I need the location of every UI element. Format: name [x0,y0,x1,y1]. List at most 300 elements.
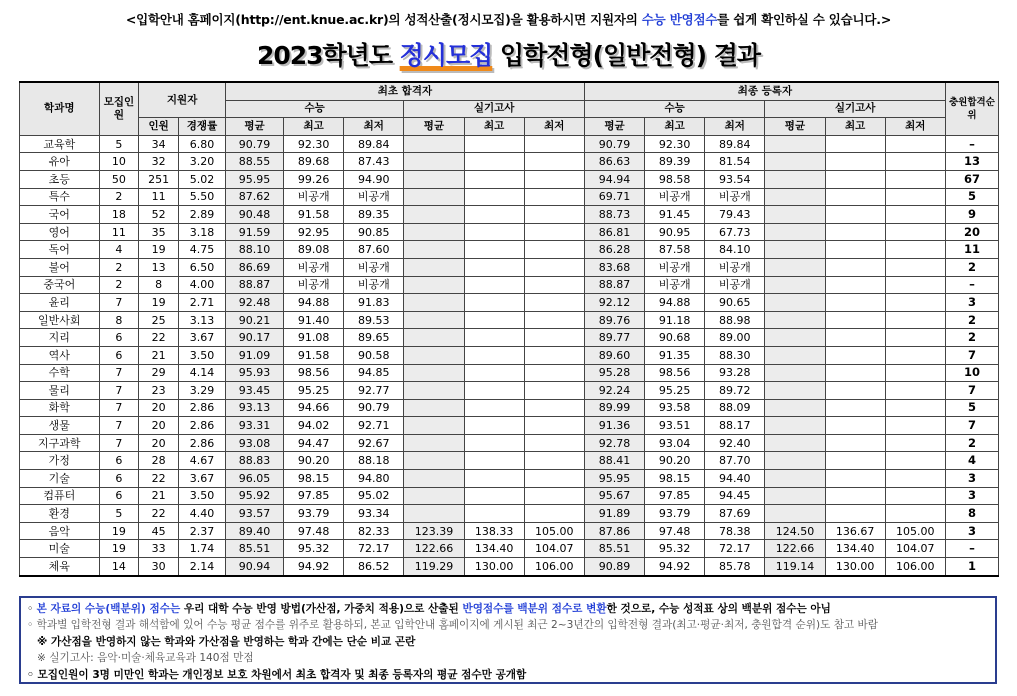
cell-fp-avg [765,434,825,452]
cell-f-min: 93.54 [705,170,765,188]
cell-ip-avg [404,258,464,276]
cell-f-max: 97.85 [645,487,705,505]
cell-fp-avg [765,487,825,505]
cell-fp-min [885,434,945,452]
cell-i-max: 95.25 [284,382,344,400]
cell-ip-min [524,206,584,224]
table-row [20,346,999,364]
header-i-min: 최저 [344,118,404,136]
cell-ratio: 2.89 [179,206,226,224]
cell-rank: 1 [945,558,998,576]
cell-ip-min [524,311,584,329]
cell-i-max: 90.20 [284,452,344,470]
cell-count: 22 [139,505,179,523]
cell-i-max: 94.88 [284,294,344,312]
cell-count: 20 [139,399,179,417]
cell-ip-min: 105.00 [524,522,584,540]
cell-f-avg: 87.86 [584,522,644,540]
notice-banner [0,10,1017,28]
cell-ratio: 3.67 [179,329,226,347]
cell-ratio: 5.02 [179,170,226,188]
cell-fp-avg: 119.14 [765,558,825,576]
table-row [20,223,999,241]
cell-fp-max [825,382,885,400]
cell-count: 21 [139,487,179,505]
cell-f-avg: 95.28 [584,364,644,382]
cell-f-avg: 86.63 [584,153,644,171]
cell-ratio: 3.18 [179,223,226,241]
cell-f-min: 67.73 [705,223,765,241]
cell-quota: 14 [99,558,139,576]
cell-ip-min [524,170,584,188]
note-line-4: ※ 실기고사: 음악·미술·체육교육과 140점 만점 [37,652,254,665]
cell-ip-max: 138.33 [464,522,524,540]
cell-i-avg: 93.13 [225,399,283,417]
cell-fp-min [885,329,945,347]
cell-fp-max [825,241,885,259]
cell-rank: 7 [945,382,998,400]
cell-f-max: 87.58 [645,241,705,259]
table-row [20,487,999,505]
cell-quota: 2 [99,188,139,206]
cell-fp-min [885,346,945,364]
cell-f-min: 72.17 [705,540,765,558]
cell-rank: 3 [945,522,998,540]
cell-ratio: 6.80 [179,135,226,153]
cell-f-max: 98.15 [645,470,705,488]
cell-ratio: 4.40 [179,505,226,523]
header-f-min: 최저 [705,118,765,136]
cell-i-avg: 92.48 [225,294,283,312]
cell-rank: 7 [945,417,998,435]
note-line-3: ※ 가산점을 반영하지 않는 학과와 가산점을 반영하는 학과 간에는 단순 비교 곤란 [37,635,416,648]
cell-fp-min [885,382,945,400]
cell-i-avg: 93.45 [225,382,283,400]
results-table [19,81,999,577]
note-1-text-a: 우리 대학 수능 반영 방법(가산점, 가중치 적용)으로 산출된 [180,603,463,615]
cell-f-min: 89.00 [705,329,765,347]
cell-i-min: 88.18 [344,452,404,470]
cell-fp-min [885,206,945,224]
cell-rank: 7 [945,346,998,364]
cell-i-min: 89.65 [344,329,404,347]
cell-fp-max [825,417,885,435]
table-row [20,452,999,470]
note-line-2: ◦ 학과별 입학전형 결과 해석함에 있어 수능 평균 점수를 위주로 활용하되, 본교 입학안내 홈페이지에 게시된 최근 2~3년간의 입학전형 결과(최고·평균·최저, 충원합격 순위)도 참고 바람 [27,619,879,632]
cell-f-max: 97.48 [645,522,705,540]
cell-f-max: 91.18 [645,311,705,329]
cell-fp-min [885,170,945,188]
cell-fp-min: 104.07 [885,540,945,558]
header-final-practical: 실기고사 [765,100,946,118]
table-row [20,276,999,294]
table-row [20,558,999,576]
header-dept: 학과명 [20,82,100,135]
cell-i-min: 94.85 [344,364,404,382]
cell-rank: 13 [945,153,998,171]
cell-f-avg: 92.12 [584,294,644,312]
cell-ratio: 2.14 [179,558,226,576]
header-f-max: 최고 [645,118,705,136]
cell-rank: 8 [945,505,998,523]
cell-quota: 5 [99,135,139,153]
cell-ip-min: 104.07 [524,540,584,558]
cell-count: 21 [139,346,179,364]
cell-ratio: 2.37 [179,522,226,540]
cell-rank: – [945,276,998,294]
cell-i-max: 91.40 [284,311,344,329]
header-ratio: 경쟁률 [179,118,226,136]
cell-fp-max [825,399,885,417]
cell-f-max: 89.39 [645,153,705,171]
cell-fp-avg [765,170,825,188]
table-row [20,153,999,171]
cell-fp-min [885,470,945,488]
cell-ratio: 2.86 [179,417,226,435]
cell-f-max: 98.56 [645,364,705,382]
cell-fp-min [885,223,945,241]
table-row [20,188,999,206]
cell-ip-min [524,346,584,364]
cell-count: 22 [139,329,179,347]
cell-dept: 음악 [20,522,100,540]
cell-ip-max [464,399,524,417]
cell-quota: 2 [99,276,139,294]
cell-f-min: 89.84 [705,135,765,153]
cell-f-avg: 88.41 [584,452,644,470]
cell-i-min: 90.58 [344,346,404,364]
cell-dept: 미술 [20,540,100,558]
cell-ip-avg [404,364,464,382]
cell-rank: 67 [945,170,998,188]
cell-i-min: 90.85 [344,223,404,241]
cell-fp-max [825,346,885,364]
header-i-max: 최고 [284,118,344,136]
cell-quota: 11 [99,223,139,241]
page-title [0,36,1017,72]
cell-ratio: 4.00 [179,276,226,294]
cell-dept: 환경 [20,505,100,523]
header-rank: 충원합격순위 [945,82,998,135]
cell-count: 52 [139,206,179,224]
cell-fp-avg [765,206,825,224]
cell-i-max: 98.56 [284,364,344,382]
cell-f-min: 79.43 [705,206,765,224]
cell-i-max: 97.85 [284,487,344,505]
cell-f-max: 93.58 [645,399,705,417]
cell-ratio: 4.67 [179,452,226,470]
cell-ip-max [464,487,524,505]
cell-fp-avg [765,399,825,417]
cell-quota: 19 [99,540,139,558]
cell-fp-max [825,470,885,488]
cell-dept: 독어 [20,241,100,259]
cell-ip-max [464,452,524,470]
cell-i-avg: 90.94 [225,558,283,576]
cell-count: 251 [139,170,179,188]
cell-count: 20 [139,417,179,435]
cell-quota: 7 [99,364,139,382]
cell-ip-max [464,294,524,312]
cell-i-max: 89.68 [284,153,344,171]
cell-i-max: 91.58 [284,206,344,224]
cell-quota: 6 [99,470,139,488]
cell-quota: 4 [99,241,139,259]
cell-dept: 불어 [20,258,100,276]
note-1-highlight-a: 본 자료의 수능(백분위) 점수는 [36,603,181,615]
cell-i-max: 비공개 [284,258,344,276]
cell-count: 23 [139,382,179,400]
cell-f-min: 88.98 [705,311,765,329]
cell-dept: 컴퓨터 [20,487,100,505]
cell-f-avg: 83.68 [584,258,644,276]
header-initial-practical: 실기고사 [404,100,585,118]
cell-ip-max [464,188,524,206]
table-row [20,294,999,312]
cell-i-avg: 91.09 [225,346,283,364]
cell-ip-avg [404,434,464,452]
cell-ip-min [524,487,584,505]
cell-rank: 9 [945,206,998,224]
cell-fp-max [825,452,885,470]
cell-i-avg: 89.40 [225,522,283,540]
cell-dept: 교육학 [20,135,100,153]
cell-f-avg: 69.71 [584,188,644,206]
cell-ratio: 2.86 [179,434,226,452]
cell-ip-max [464,505,524,523]
cell-i-avg: 90.21 [225,311,283,329]
cell-f-min: 78.38 [705,522,765,540]
cell-i-min: 87.60 [344,241,404,259]
cell-fp-max [825,364,885,382]
cell-count: 8 [139,276,179,294]
cell-ip-avg [404,276,464,294]
cell-dept: 역사 [20,346,100,364]
cell-dept: 영어 [20,223,100,241]
cell-fp-avg [765,311,825,329]
cell-i-min: 89.84 [344,135,404,153]
cell-rank: – [945,135,998,153]
cell-i-max: 98.15 [284,470,344,488]
cell-ratio: 5.50 [179,188,226,206]
cell-i-avg: 96.05 [225,470,283,488]
cell-fp-min [885,294,945,312]
cell-rank: 4 [945,452,998,470]
cell-fp-min [885,487,945,505]
cell-f-avg: 91.36 [584,417,644,435]
table-row [20,364,999,382]
cell-ip-avg [404,241,464,259]
cell-ip-min [524,505,584,523]
cell-fp-min [885,276,945,294]
table-row [20,258,999,276]
cell-f-min: 87.69 [705,505,765,523]
cell-i-min: 92.77 [344,382,404,400]
cell-count: 28 [139,452,179,470]
cell-rank: 2 [945,258,998,276]
cell-f-min: 94.45 [705,487,765,505]
cell-dept: 생물 [20,417,100,435]
cell-fp-avg [765,452,825,470]
cell-fp-max [825,258,885,276]
cell-ip-avg [404,153,464,171]
cell-fp-min [885,417,945,435]
header-ip-max: 최고 [464,118,524,136]
cell-fp-max [825,434,885,452]
table-row [20,540,999,558]
table-row [20,206,999,224]
cell-fp-max [825,487,885,505]
cell-ip-min [524,135,584,153]
cell-dept: 가정 [20,452,100,470]
note-line-1 [27,601,989,617]
cell-rank: 2 [945,311,998,329]
cell-ip-avg [404,452,464,470]
cell-f-min: 비공개 [705,188,765,206]
cell-ip-min [524,434,584,452]
cell-ip-min [524,276,584,294]
cell-f-max: 90.20 [645,452,705,470]
cell-i-min: 72.17 [344,540,404,558]
cell-ip-avg [404,329,464,347]
cell-quota: 2 [99,258,139,276]
cell-fp-avg [765,505,825,523]
table-row [20,170,999,188]
cell-fp-avg [765,382,825,400]
table-row [20,399,999,417]
notice-highlight: 수능 반영점수 [641,12,718,27]
header-count: 인원 [139,118,179,136]
cell-f-max: 비공개 [645,276,705,294]
cell-ip-avg [404,346,464,364]
cell-quota: 6 [99,452,139,470]
cell-count: 35 [139,223,179,241]
cell-count: 30 [139,558,179,576]
cell-i-max: 95.32 [284,540,344,558]
cell-fp-max [825,329,885,347]
cell-ip-max [464,241,524,259]
cell-fp-avg: 122.66 [765,540,825,558]
cell-fp-max: 134.40 [825,540,885,558]
header-final: 최종 등록자 [584,82,945,100]
cell-i-max: 94.66 [284,399,344,417]
cell-fp-max [825,206,885,224]
cell-f-max: 91.35 [645,346,705,364]
cell-i-max: 93.79 [284,505,344,523]
cell-count: 34 [139,135,179,153]
cell-rank: 5 [945,188,998,206]
cell-fp-min [885,153,945,171]
table-row [20,135,999,153]
cell-fp-avg [765,258,825,276]
cell-f-min: 85.78 [705,558,765,576]
cell-i-min: 92.71 [344,417,404,435]
title-highlight: 정시모집 [399,41,493,70]
cell-fp-avg [765,188,825,206]
table-row [20,241,999,259]
cell-ip-max [464,382,524,400]
cell-ratio: 3.13 [179,311,226,329]
cell-ip-max [464,329,524,347]
cell-f-max: 93.51 [645,417,705,435]
cell-ip-avg [404,505,464,523]
cell-ip-avg [404,399,464,417]
cell-dept: 수학 [20,364,100,382]
cell-rank: 3 [945,294,998,312]
cell-quota: 7 [99,417,139,435]
cell-f-avg: 92.24 [584,382,644,400]
cell-fp-avg [765,276,825,294]
cell-quota: 10 [99,153,139,171]
cell-i-min: 89.35 [344,206,404,224]
cell-f-avg: 88.73 [584,206,644,224]
cell-ip-min [524,364,584,382]
cell-ip-min [524,241,584,259]
cell-fp-min [885,188,945,206]
cell-f-min: 87.70 [705,452,765,470]
cell-quota: 50 [99,170,139,188]
cell-f-min: 88.30 [705,346,765,364]
cell-fp-max [825,505,885,523]
cell-i-min: 92.67 [344,434,404,452]
cell-ratio: 6.50 [179,258,226,276]
cell-f-avg: 89.76 [584,311,644,329]
cell-f-min: 94.40 [705,470,765,488]
cell-ip-max [464,135,524,153]
cell-i-min: 91.83 [344,294,404,312]
cell-ip-max [464,434,524,452]
cell-count: 20 [139,434,179,452]
cell-ratio: 1.74 [179,540,226,558]
cell-dept: 유아 [20,153,100,171]
cell-i-max: 91.58 [284,346,344,364]
cell-ip-max [464,206,524,224]
cell-fp-min [885,452,945,470]
cell-i-max: 94.02 [284,417,344,435]
cell-f-max: 93.04 [645,434,705,452]
results-body [20,135,999,575]
title-rest: 입학전형(일반전형) 결과 [492,41,761,70]
cell-dept: 중국어 [20,276,100,294]
cell-fp-avg [765,417,825,435]
cell-i-avg: 93.31 [225,417,283,435]
cell-f-avg: 88.87 [584,276,644,294]
header-fp-avg: 평균 [765,118,825,136]
cell-f-max: 비공개 [645,188,705,206]
cell-count: 45 [139,522,179,540]
header-final-suneung: 수능 [584,100,764,118]
cell-ip-avg [404,170,464,188]
cell-i-max: 92.30 [284,135,344,153]
cell-ratio: 2.71 [179,294,226,312]
cell-ip-avg: 119.29 [404,558,464,576]
cell-ip-max [464,311,524,329]
cell-fp-max [825,223,885,241]
cell-i-min: 95.02 [344,487,404,505]
cell-quota: 19 [99,522,139,540]
table-row [20,311,999,329]
cell-ip-min [524,452,584,470]
notice-text-1: <입학안내 홈페이지(http://ent.knue.ac.kr)의 성적산출(정시모집)을 활용하시면 지원자의 [125,12,642,27]
cell-fp-avg [765,470,825,488]
cell-ip-avg [404,470,464,488]
cell-f-avg: 92.78 [584,434,644,452]
cell-ip-max [464,364,524,382]
cell-fp-max [825,188,885,206]
cell-quota: 18 [99,206,139,224]
note-line-5: ◦ 모집인원이 3명 미만인 학과는 개인정보 보호 차원에서 최초 합격자 및 최종 등록자의 평균 점수만 공개함 [27,668,527,681]
cell-ip-max [464,153,524,171]
